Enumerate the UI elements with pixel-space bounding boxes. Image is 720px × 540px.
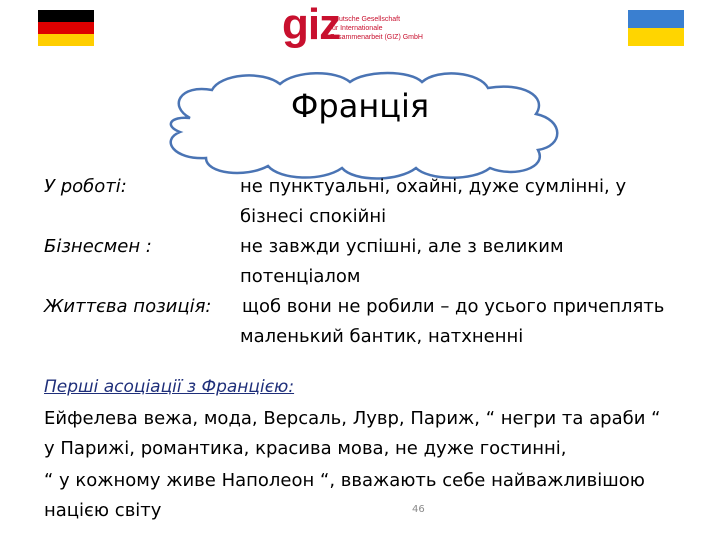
row-value-line: не завжди успішні, але з великим	[240, 236, 564, 257]
flag-band-gold	[38, 34, 94, 46]
row-value-line: маленький бантик, натхненні	[240, 326, 524, 347]
associations-line: нацією світу	[44, 500, 162, 521]
associations-line: “ у кожному живе Наполеон “, вважають себе найважливішою	[44, 470, 645, 491]
associations-heading: Перші асоціації з Францією:	[44, 377, 295, 397]
giz-subtext-line: Deutsche Gesellschaft	[330, 16, 401, 23]
flag-band-black	[38, 10, 94, 22]
associations-line: Ейфелева вежа, мода, Версаль, Лувр, Париж, “ негри та араби “	[44, 408, 661, 429]
giz-logo-subtext	[330, 15, 423, 42]
row-value-line: не пунктуальні, охайні, дуже сумлінні, у	[240, 176, 627, 197]
row-value-line: щоб вони не робили – до усього причеплять	[242, 296, 665, 317]
giz-logo-word: giz	[282, 0, 341, 49]
flag-band-red	[38, 22, 94, 34]
row-value-life-position	[240, 292, 700, 352]
germany-flag	[38, 10, 94, 46]
row-label-work: У роботі:	[44, 176, 127, 197]
row-value-work	[240, 172, 700, 232]
flag-band-yellow	[628, 28, 684, 46]
giz-subtext-line: Zusammenarbeit (GIZ) GmbH	[330, 34, 423, 41]
flag-band-blue	[628, 10, 684, 28]
associations-line: у Парижі, романтика, красива мова, не дуже гостинні,	[44, 438, 567, 459]
row-value-line: бізнесі спокійні	[240, 206, 387, 227]
row-value-businessman	[240, 232, 700, 292]
giz-subtext-line: für Internationale	[330, 25, 383, 32]
row-label-life-position: Життєва позиція:	[44, 296, 212, 317]
ukraine-flag	[628, 10, 684, 46]
row-label-businessman: Бізнесмен :	[44, 236, 152, 257]
page-title: Франція	[290, 87, 430, 125]
row-value-line: потенціалом	[240, 266, 361, 287]
page-number: 46	[412, 504, 425, 515]
